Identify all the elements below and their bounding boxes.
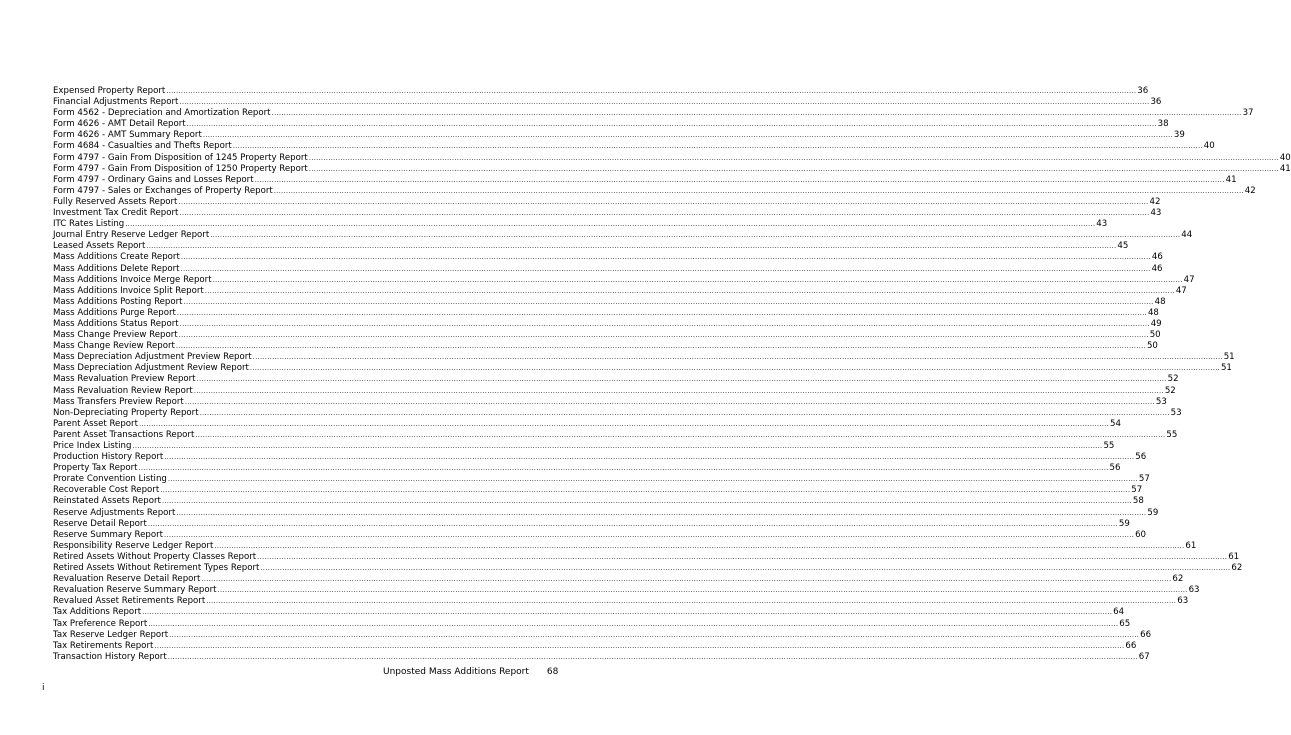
dot-leader: ................................................................................................................................................................................................................................................................................................................................................................................................................ <box>138 464 1109 473</box>
dot-leader: ................................................................................................................................................................................................................................................................................................................................................................................................................ <box>166 87 1137 95</box>
toc-entry-page: 61 <box>1185 540 1197 551</box>
toc-entry-title: Fully Reserved Assets Report <box>53 196 178 207</box>
toc-entry[interactable] <box>53 607 1125 618</box>
dot-leader: ................................................................................................................................................................................................................................................................................................................................................................................................................ <box>164 453 1135 462</box>
toc-entry[interactable] <box>53 396 1167 408</box>
toc-entry[interactable] <box>53 418 1121 430</box>
toc-entry-title: Mass Additions Purge Report <box>53 307 176 318</box>
toc-entry-page: 44 <box>1181 230 1193 241</box>
toc-entry-title: Tax Preference Report <box>53 618 148 629</box>
toc-entry-title: Form 4626 - AMT Detail Report <box>53 119 186 130</box>
dot-leader: ................................................................................................................................................................................................................................................................................................................................................................................................................ <box>161 497 1132 506</box>
toc-entry-page: 51 <box>1223 352 1235 363</box>
dot-leader: ................................................................................................................................................................................................................................................................................................................................................................................................................ <box>138 419 1109 428</box>
toc-entry-page: 47 <box>1175 285 1187 296</box>
toc-entry[interactable] <box>53 230 1193 241</box>
toc-entry-page: 49 <box>1150 318 1162 329</box>
toc-entry-page: 62 <box>1172 574 1184 585</box>
toc-entry-title: Form 4797 - Ordinary Gains and Losses Report <box>53 174 254 185</box>
dot-leader: ................................................................................................................................................................................................................................................................................................................................................................................................................ <box>186 120 1157 129</box>
toc-entry[interactable] <box>53 252 1163 263</box>
toc-entry[interactable] <box>53 141 1215 152</box>
dot-leader: ................................................................................................................................................................................................................................................................................................................................................................................................................ <box>217 586 1188 595</box>
toc-entry-title: Form 4797 - Gain From Disposition of 1245 Property Report <box>53 152 308 163</box>
dot-leader: ................................................................................................................................................................................................................................................................................................................................................................................................................ <box>180 253 1151 262</box>
toc-entry-title: Production History Report <box>53 452 164 463</box>
toc-entry[interactable] <box>53 452 1147 463</box>
dot-leader: ................................................................................................................................................................................................................................................................................................................................................................................................................ <box>183 297 1154 306</box>
toc-entry-page: 53 <box>1170 407 1182 418</box>
toc-entry-title: Mass Change Preview Report <box>53 330 178 341</box>
toc-entry-page: 37 <box>1242 108 1254 119</box>
toc-entry[interactable] <box>53 551 1240 563</box>
toc-entry-page: 46 <box>1151 263 1163 274</box>
toc-entry-page: 60 <box>1135 529 1147 540</box>
toc-entry-title: Financial Adjustments Report <box>53 97 179 108</box>
toc-entry[interactable] <box>53 529 1147 541</box>
dot-leader: ................................................................................................................................................................................................................................................................................................................................................................................................................ <box>212 275 1183 284</box>
toc-entry-title: Reinstated Assets Report <box>53 496 161 507</box>
toc-entry-page: 40 <box>1203 141 1215 152</box>
toc-entry[interactable] <box>53 651 1150 663</box>
toc-entry-title: Form 4626 - AMT Summary Report <box>53 130 202 141</box>
dot-leader: ................................................................................................................................................................................................................................................................................................................................................................................................................ <box>164 530 1135 539</box>
toc-entry-page: 57 <box>1131 485 1143 496</box>
toc-entry-title: Reserve Adjustments Report <box>53 507 176 518</box>
dot-leader: ................................................................................................................................................................................................................................................................................................................................................................................................................ <box>169 630 1140 639</box>
toc-entry[interactable] <box>53 219 1108 230</box>
toc-entry-title: Tax Additions Report <box>53 607 142 618</box>
toc-entry-title: Mass Additions Invoice Merge Report <box>53 274 212 285</box>
toc-entry-title: Mass Revaluation Review Report <box>53 385 193 396</box>
toc-entry[interactable] <box>53 130 1185 141</box>
toc-entry[interactable] <box>53 119 1169 130</box>
dot-leader: ................................................................................................................................................................................................................................................................................................................................................................................................................ <box>204 286 1175 295</box>
toc-entry-page: 66 <box>1125 640 1137 651</box>
toc-entry-page: 50 <box>1149 330 1161 341</box>
toc-entry[interactable] <box>53 596 1189 607</box>
toc-entry-page: 53 <box>1155 396 1167 407</box>
toc-entry[interactable] <box>53 285 1187 297</box>
toc-entry[interactable] <box>53 363 1232 374</box>
dot-leader: ................................................................................................................................................................................................................................................................................................................................................................................................................ <box>178 197 1149 206</box>
toc-entry[interactable] <box>53 463 1121 474</box>
toc-entry-page: 50 <box>1146 341 1158 352</box>
toc-entry-title: Mass Change Review Report <box>53 341 175 352</box>
toc-entry[interactable] <box>53 97 1162 108</box>
toc-entry-title: Price Index Listing <box>53 441 132 451</box>
dot-leader: ................................................................................................................................................................................................................................................................................................................................................................................................................ <box>195 430 1166 439</box>
toc-entry-page: 55 <box>1166 429 1178 440</box>
toc-entry-title: Revaluation Reserve Summary Report <box>53 585 217 596</box>
toc-entry[interactable] <box>53 629 1152 641</box>
toc-entry-page: 54 <box>1110 418 1121 429</box>
toc-entry-page: 46 <box>1151 252 1163 263</box>
dot-leader: ................................................................................................................................................................................................................................................................................................................................................................................................................ <box>214 541 1185 550</box>
toc-entry[interactable] <box>53 208 1162 219</box>
toc-entry-page: 42 <box>1244 185 1256 196</box>
dot-leader: ................................................................................................................................................................................................................................................................................................................................................................................................................ <box>167 475 1138 484</box>
toc-entry-page: 36 <box>1137 86 1149 96</box>
toc-entry[interactable] <box>53 429 1178 441</box>
toc-entry-title: Form 4797 - Sales or Exchanges of Property Report <box>53 185 273 196</box>
toc-entry[interactable] <box>53 640 1137 652</box>
dot-leader: ................................................................................................................................................................................................................................................................................................................................................................................................................ <box>257 552 1228 561</box>
toc-entry-page: 45 <box>1117 241 1129 252</box>
toc-entry-page: 48 <box>1147 307 1159 318</box>
toc-entry-page: 62 <box>1231 563 1243 574</box>
toc-entry-title: Revaluation Reserve Detail Report <box>53 574 201 585</box>
toc-entry-title: Revalued Asset Retirements Report <box>53 596 206 607</box>
toc-entry-title: Mass Additions Status Report <box>53 318 179 329</box>
toc-entry[interactable] <box>53 496 1144 507</box>
toc-entry[interactable] <box>53 185 1256 197</box>
toc-entry-page: 47 <box>1183 274 1195 285</box>
toc-entry-page: 58 <box>1132 496 1144 507</box>
toc-entry-title: Mass Depreciation Adjustment Preview Report <box>53 352 252 363</box>
dot-leader: ................................................................................................................................................................................................................................................................................................................................................................................................................ <box>260 564 1231 573</box>
dot-leader: ................................................................................................................................................................................................................................................................................................................................................................................................................ <box>232 142 1203 151</box>
dot-leader: ................................................................................................................................................................................................................................................................................................................................................................................................................ <box>175 342 1146 351</box>
toc-entry-title: Investment Tax Credit Report <box>53 208 179 219</box>
toc-entry[interactable] <box>53 307 1159 319</box>
dot-leader: ................................................................................................................................................................................................................................................................................................................................................................................................................ <box>167 652 1138 661</box>
dot-leader: ................................................................................................................................................................................................................................................................................................................................................................................................................ <box>201 575 1172 584</box>
toc-entry-page: 64 <box>1113 607 1125 618</box>
toc-entry[interactable] <box>53 585 1200 596</box>
dot-leader: ................................................................................................................................................................................................................................................................................................................................................................................................................ <box>273 186 1244 195</box>
toc-entry-title: Mass Additions Delete Report <box>53 263 180 274</box>
toc-entry-title: Retired Assets Without Property Classes Report <box>53 551 257 562</box>
toc-entry-title: Non-Depreciating Property Report <box>53 407 199 418</box>
toc-entry[interactable] <box>53 407 1182 419</box>
dot-leader: ................................................................................................................................................................................................................................................................................................................................................................................................................ <box>176 308 1147 317</box>
dot-leader: ................................................................................................................................................................................................................................................................................................................................................................................................................ <box>125 220 1096 229</box>
dot-leader: ................................................................................................................................................................................................................................................................................................................................................................................................................ <box>196 375 1167 384</box>
dot-leader: ................................................................................................................................................................................................................................................................................................................................................................................................................ <box>199 408 1170 417</box>
toc-entry[interactable] <box>53 318 1162 330</box>
toc-entry-page: 63 <box>1188 585 1200 596</box>
dot-leader: ................................................................................................................................................................................................................................................................................................................................................................................................................ <box>160 486 1131 495</box>
table-of-contents <box>53 86 1291 663</box>
toc-entry-page: 61 <box>1228 551 1240 562</box>
toc-entry[interactable] <box>53 163 1291 175</box>
dot-leader: ................................................................................................................................................................................................................................................................................................................................................................................................................ <box>254 175 1225 184</box>
dot-leader: ................................................................................................................................................................................................................................................................................................................................................................................................................ <box>206 597 1177 606</box>
toc-entry-title: Responsibility Reserve Ledger Report <box>53 540 214 551</box>
toc-entry[interactable] <box>53 274 1195 286</box>
toc-entry[interactable] <box>53 385 1176 397</box>
toc-entry-title: Mass Additions Posting Report <box>53 296 183 307</box>
toc-entry-page: 56 <box>1109 463 1121 474</box>
toc-entry[interactable] <box>53 507 1159 519</box>
dot-leader: ................................................................................................................................................................................................................................................................................................................................................................................................................ <box>179 319 1150 328</box>
toc-entry[interactable] <box>53 86 1149 97</box>
toc-entry-page: 41 <box>1279 163 1291 174</box>
toc-entry-title: Leased Assets Report <box>53 241 146 252</box>
toc-entry-title: Journal Entry Reserve Ledger Report <box>53 230 210 241</box>
dot-leader: ................................................................................................................................................................................................................................................................................................................................................................................................................ <box>154 641 1125 650</box>
toc-entry-page: 66 <box>1140 629 1152 640</box>
toc-entry[interactable] <box>53 241 1129 252</box>
dot-leader: ................................................................................................................................................................................................................................................................................................................................................................................................................ <box>147 519 1118 528</box>
toc-entry[interactable] <box>53 263 1163 275</box>
toc-entry-title: Tax Reserve Ledger Report <box>53 629 169 640</box>
toc-entry-page: 41 <box>1225 174 1237 185</box>
toc-entry-title: Parent Asset Transactions Report <box>53 429 195 440</box>
toc-entry-page: 67 <box>1138 651 1150 662</box>
toc-entry[interactable] <box>53 330 1161 341</box>
toc-entry-title: Transaction History Report <box>53 651 167 662</box>
toc-entry-page: 59 <box>1147 507 1159 518</box>
toc-entry-page: 65 <box>1119 618 1131 629</box>
toc-entry[interactable] <box>53 196 1161 208</box>
toc-entry-page: 40 <box>1279 152 1291 163</box>
dot-leader: ................................................................................................................................................................................................................................................................................................................................................................................................................ <box>179 98 1150 107</box>
toc-entry-title: Mass Additions Create Report <box>53 252 180 263</box>
dot-leader: ................................................................................................................................................................................................................................................................................................................................................................................................................ <box>176 508 1147 517</box>
dot-leader: ................................................................................................................................................................................................................................................................................................................................................................................................................ <box>184 397 1155 406</box>
toc-entry-page: 52 <box>1164 385 1176 396</box>
toc-entry[interactable] <box>53 374 1179 385</box>
toc-entry-page: 39 <box>1173 130 1185 141</box>
dot-leader: ................................................................................................................................................................................................................................................................................................................................................................................................................ <box>179 209 1150 218</box>
page-number: i <box>42 683 45 693</box>
dot-leader: ................................................................................................................................................................................................................................................................................................................................................................................................................ <box>193 386 1164 395</box>
toc-entry-page: 56 <box>1135 452 1147 463</box>
toc-entry-page: 59 <box>1118 518 1130 529</box>
toc-entry-title: ITC Rates Listing <box>53 219 125 230</box>
toc-entry-title: Form 4684 - Casualties and Thefts Report <box>53 141 232 152</box>
toc-entry-page: 52 <box>1167 374 1179 385</box>
toc-entry[interactable] <box>53 563 1243 574</box>
toc-entry-title: Mass Transfers Preview Report <box>53 396 184 407</box>
toc-entry-title: Tax Retirements Report <box>53 640 154 651</box>
toc-entry-page: 38 <box>1157 119 1169 130</box>
toc-entry-unposted-mass-additions[interactable] <box>383 667 558 677</box>
toc-entry-page: 43 <box>1096 219 1108 230</box>
toc-entry-title: Reserve Summary Report <box>53 529 164 540</box>
toc-entry-page: 55 <box>1103 441 1115 451</box>
dot-leader: ................................................................................................................................................................................................................................................................................................................................................................................................................ <box>132 442 1103 450</box>
toc-entry-title: Mass Revaluation Preview Report <box>53 374 196 385</box>
toc-entry-title: Recoverable Cost Report <box>53 485 160 496</box>
dot-leader: ................................................................................................................................................................................................................................................................................................................................................................................................................ <box>308 164 1279 173</box>
dot-leader: ................................................................................................................................................................................................................................................................................................................................................................................................................ <box>252 353 1223 362</box>
toc-entry[interactable] <box>53 574 1184 585</box>
dot-leader: ................................................................................................................................................................................................................................................................................................................................................................................................................ <box>308 153 1279 162</box>
toc-entry-title: Unposted Mass Additions Report <box>383 667 529 677</box>
toc-entry-title: Property Tax Report <box>53 463 138 474</box>
toc-entry-title: Mass Additions Invoice Split Report <box>53 285 204 296</box>
toc-entry-page: 48 <box>1154 296 1166 307</box>
toc-entry[interactable] <box>53 540 1197 552</box>
toc-entry-title: Form 4797 - Gain From Disposition of 1250 Property Report <box>53 163 308 174</box>
toc-entry[interactable] <box>53 352 1235 363</box>
dot-leader: ................................................................................................................................................................................................................................................................................................................................................................................................................ <box>271 109 1242 118</box>
toc-entry[interactable] <box>53 108 1254 119</box>
toc-entry[interactable] <box>53 174 1237 186</box>
toc-entry[interactable] <box>53 296 1166 308</box>
toc-entry-page: 36 <box>1150 97 1162 108</box>
toc-entry-title: Mass Depreciation Adjustment Review Report <box>53 363 249 374</box>
dot-leader: ................................................................................................................................................................................................................................................................................................................................................................................................................ <box>249 364 1220 373</box>
dot-leader: ................................................................................................................................................................................................................................................................................................................................................................................................................ <box>210 231 1181 240</box>
toc-entry-title: Expensed Property Report <box>53 86 166 96</box>
toc-entry[interactable] <box>53 485 1143 496</box>
toc-entry[interactable] <box>53 518 1130 530</box>
dot-leader: ................................................................................................................................................................................................................................................................................................................................................................................................................ <box>142 608 1113 617</box>
toc-entry-title: Reserve Detail Report <box>53 518 147 529</box>
toc-entry[interactable] <box>53 474 1150 485</box>
dot-leader: ................................................................................................................................................................................................................................................................................................................................................................................................................ <box>202 131 1173 140</box>
toc-entry-page: 63 <box>1177 596 1189 607</box>
toc-entry-page: 51 <box>1220 363 1232 374</box>
toc-entry-title: Parent Asset Report <box>53 418 138 429</box>
dot-leader: ................................................................................................................................................................................................................................................................................................................................................................................................................ <box>180 264 1151 273</box>
dot-leader: ................................................................................................................................................................................................................................................................................................................................................................................................................ <box>178 331 1149 340</box>
toc-entry-page: 57 <box>1138 474 1150 485</box>
toc-entry-title: Retired Assets Without Retirement Types Report <box>53 563 260 574</box>
dot-leader: ................................................................................................................................................................................................................................................................................................................................................................................................................ <box>146 242 1117 251</box>
toc-entry[interactable] <box>53 618 1131 630</box>
dot-leader: ................................................................................................................................................................................................................................................................................................................................................................................................................ <box>148 619 1119 628</box>
toc-entry[interactable] <box>53 441 1115 452</box>
toc-entry-page: 68 <box>546 667 559 677</box>
toc-entry-title: Prorate Convention Listing <box>53 474 167 485</box>
toc-entry-page: 42 <box>1149 196 1161 207</box>
toc-entry[interactable] <box>53 341 1158 352</box>
toc-entry-title: Form 4562 - Depreciation and Amortization Report <box>53 108 271 119</box>
toc-entry-page: 43 <box>1150 208 1162 219</box>
toc-entry[interactable] <box>53 152 1291 164</box>
